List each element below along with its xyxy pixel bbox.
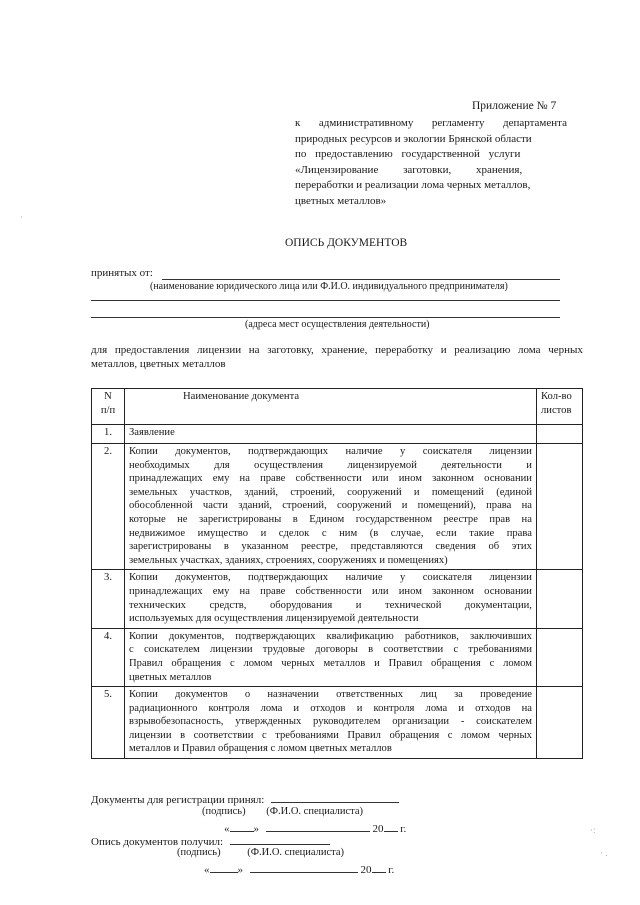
row-line: земельных участках, зданиях, строениях, сооружениях и помещениях): [129, 554, 448, 566]
word: и: [413, 486, 420, 498]
word: на: [521, 702, 532, 714]
table-row: [92, 425, 583, 444]
word: прав: [489, 513, 511, 525]
word: Правил: [347, 729, 381, 741]
specialist-caption: (Ф.И.О. специалиста): [266, 806, 364, 817]
word: об: [488, 541, 500, 553]
word: документов: [175, 689, 228, 701]
documents-table: [91, 388, 583, 759]
word: документов,: [175, 572, 231, 584]
word: реализацию: [454, 344, 511, 356]
row-number: 4.: [92, 628, 125, 686]
row-line: [129, 445, 532, 459]
word: сделок: [278, 527, 310, 539]
row-line: [129, 459, 532, 473]
word: работников,: [404, 630, 459, 642]
row-line: [129, 599, 532, 613]
word: с: [453, 644, 459, 656]
word: ним: [339, 527, 358, 539]
word: ином: [398, 473, 422, 485]
word: контроля: [208, 702, 250, 714]
word: подтверждающих: [248, 572, 329, 584]
word: или: [371, 585, 389, 597]
header-qty-line: листов: [541, 404, 572, 416]
word: или: [371, 473, 389, 485]
accepted-line: [91, 791, 399, 806]
word: реестре: [443, 513, 478, 525]
row-line: [129, 702, 532, 716]
word: представляются: [350, 541, 423, 553]
word: основании: [484, 473, 532, 485]
word: собственности: [295, 585, 362, 597]
word: недвижимое: [129, 527, 186, 539]
word: строений,: [282, 500, 327, 512]
month-fill-line: [266, 820, 370, 832]
word: соискателя: [422, 446, 473, 457]
word: обращения: [389, 729, 440, 741]
word: Правил: [129, 657, 163, 669]
document-title: ОПИСЬ ДОКУМЕНТОВ: [285, 237, 408, 249]
address-fill-line-1: [91, 300, 560, 301]
word: и: [293, 702, 300, 714]
scan-mark: · .: [600, 848, 608, 858]
word: требованиями: [468, 644, 532, 656]
day-fill-line: [210, 861, 238, 873]
word: сооружений: [347, 486, 402, 498]
word: законном: [432, 473, 474, 485]
word: переработку: [375, 344, 434, 356]
word: и: [458, 702, 465, 714]
word: с: [262, 729, 267, 741]
word: за: [454, 689, 463, 701]
scan-mark: ·: [20, 212, 23, 222]
word: Едином: [309, 513, 345, 525]
got-fill-line: [230, 833, 330, 845]
word: Копии: [129, 689, 158, 701]
row-line: [129, 715, 532, 729]
word: принадлежащих: [129, 473, 203, 485]
word: на: [239, 585, 250, 597]
word: трудовые: [262, 644, 305, 656]
word: Копии: [129, 446, 158, 457]
word: документов,: [168, 630, 225, 642]
received-signature-captions: [177, 847, 344, 858]
word: имущество: [197, 527, 249, 539]
word: на: [239, 473, 250, 485]
word: с: [129, 644, 134, 656]
word: права: [506, 527, 532, 539]
header-name-text: Наименование документа: [183, 391, 300, 402]
word: и: [260, 527, 267, 539]
word: у: [400, 446, 406, 457]
row-sheet-count: [537, 425, 583, 444]
row-document-name: [125, 570, 537, 628]
word: подтверждающих: [248, 446, 329, 457]
signature-caption: (подпись): [202, 806, 246, 817]
word: хранение,: [321, 344, 368, 356]
word: основании: [484, 585, 532, 597]
appendix-line: природных ресурсов и экологии Брянской области: [295, 132, 532, 145]
word: о: [244, 689, 251, 701]
word: документов,: [175, 446, 231, 457]
word: законном: [432, 585, 474, 597]
word: отходов: [310, 702, 346, 714]
header-num: [92, 389, 125, 425]
row-document-name: [125, 444, 537, 570]
word: лицензируемой: [347, 459, 417, 471]
name-fill-line: [162, 279, 560, 280]
word: лицензии: [489, 446, 532, 457]
word: в: [180, 729, 186, 741]
row-sheet-count: [537, 687, 583, 759]
row-document-name: [125, 628, 537, 686]
word: деятельности: [441, 459, 502, 471]
word: технической: [384, 599, 442, 611]
purpose-line: [91, 343, 583, 357]
appendix-title: Приложение № 7: [472, 100, 557, 112]
word: на: [521, 513, 532, 525]
row-number: 2.: [92, 444, 125, 570]
word: Копии: [129, 572, 158, 584]
word: случае,: [390, 527, 424, 539]
word: зарегистрированы: [129, 541, 212, 553]
word: наличие: [345, 446, 383, 457]
word: Правил: [388, 657, 423, 669]
received-date-line: [204, 861, 394, 876]
word: отходов: [475, 702, 511, 714]
month-fill-line: [250, 861, 358, 873]
word: права: [486, 500, 512, 512]
word: с: [321, 527, 327, 539]
word: ломом: [503, 657, 532, 669]
word: ему: [212, 473, 230, 485]
word: сооружений: [337, 500, 392, 512]
word: (единой: [496, 486, 532, 498]
word: ответственных: [336, 689, 404, 701]
word: на: [521, 500, 532, 512]
row-line: [129, 486, 532, 500]
word: соответствии: [193, 729, 254, 741]
row-document-name: [125, 425, 537, 444]
appendix-line: [295, 116, 567, 132]
word: соответствии: [383, 644, 444, 656]
year-suffix: г.: [400, 823, 407, 835]
got-label: Опись документов получил:: [91, 836, 224, 848]
row-line: [129, 630, 532, 644]
word: -: [460, 716, 465, 728]
word: утвержденных: [235, 716, 302, 728]
appendix-text: [295, 116, 567, 210]
word: административному: [318, 117, 414, 129]
address-fill-line-2: [91, 317, 560, 318]
word: ломом: [461, 729, 490, 741]
row-line: [129, 729, 532, 743]
word: заготовку,: [267, 344, 314, 356]
word: помещений: [431, 486, 484, 498]
word: средств,: [209, 599, 247, 611]
word: помещений),: [417, 500, 476, 512]
row-line: [129, 499, 532, 513]
row-line: цветных металлов: [129, 671, 212, 683]
word: принадлежащих: [129, 585, 203, 597]
row-number: 3.: [92, 570, 125, 628]
word: требованиями: [275, 729, 339, 741]
row-line: используемых для осуществления лицензируемой деятельности: [129, 613, 419, 625]
word: регламенту: [431, 117, 485, 129]
word: в: [223, 541, 229, 553]
purpose-line: металлов, цветных металлов: [91, 358, 226, 370]
word: с: [489, 657, 495, 669]
row-number: 5.: [92, 687, 125, 759]
row-line: [129, 643, 532, 657]
word: подтверждающих: [235, 630, 316, 642]
row-document-name: [125, 687, 537, 759]
word: участков,: [189, 486, 232, 498]
word: ломом: [243, 657, 273, 669]
year-fill-line: [372, 861, 386, 873]
quote-open: «: [204, 864, 210, 876]
word: и: [526, 459, 532, 471]
word: соискателя: [422, 572, 473, 584]
word: ином: [398, 585, 422, 597]
word: обособленной: [129, 500, 193, 512]
appendix-line: цветных металлов»: [295, 194, 387, 207]
word: праве: [260, 473, 286, 485]
address-caption: (адреса мест осуществления деятельности): [245, 319, 430, 330]
word: лицензии: [210, 644, 253, 656]
word: лицензии: [196, 344, 242, 356]
word: части: [202, 500, 228, 512]
word: на: [248, 344, 260, 356]
year-fill-line: [384, 820, 398, 832]
word: в: [368, 644, 374, 656]
word: лома: [260, 702, 283, 714]
row-line: металлов и Правил обращения с ломом цветных металлов: [129, 743, 392, 755]
word: назначении: [267, 689, 319, 701]
row-sheet-count: [537, 628, 583, 686]
word: квалификацию: [326, 630, 394, 642]
scan-mark: ·:: [590, 825, 596, 835]
word: и: [374, 657, 380, 669]
appendix-line: по предоставлению государственной услуги: [295, 148, 521, 161]
word: зданий,: [238, 500, 272, 512]
year-prefix: 20: [372, 823, 384, 835]
table-row: [92, 628, 583, 686]
name-caption: (наименование юридического лица или Ф.И.О. индивидуального предпринимателя): [150, 281, 508, 292]
word: металлов: [323, 657, 366, 669]
word: документации,: [464, 599, 532, 611]
row-number: 1.: [92, 425, 125, 444]
word: у: [400, 572, 406, 584]
word: (в: [369, 527, 379, 539]
word: для: [91, 344, 108, 356]
word: и: [401, 500, 408, 512]
word: лицензии: [129, 729, 172, 741]
word: заключивших: [470, 630, 532, 642]
word: если: [436, 527, 457, 539]
header-num-line: N: [104, 391, 112, 402]
word: лома: [425, 702, 448, 714]
word: контроля: [373, 702, 415, 714]
year-suffix: г.: [388, 864, 395, 876]
row-line: [129, 571, 532, 585]
word: указанном: [241, 541, 289, 553]
row-line: [129, 527, 532, 541]
word: лиц: [420, 689, 437, 701]
word: радиационного: [129, 702, 198, 714]
signature-caption: (подпись): [177, 847, 221, 858]
word: и: [356, 702, 363, 714]
word: проведение: [480, 689, 532, 701]
word: с: [447, 729, 453, 741]
row-sheet-count: [537, 444, 583, 570]
word: в: [292, 513, 298, 525]
word: лицензии: [489, 572, 532, 584]
word: государственном: [355, 513, 433, 525]
header-qty-line: Кол-во: [541, 391, 572, 402]
word: реестре,: [301, 541, 339, 553]
word: зарегистрированы: [198, 513, 282, 525]
row-line: [129, 688, 532, 702]
word: для: [214, 459, 230, 471]
row-line: [129, 585, 532, 599]
word: и: [355, 599, 362, 611]
day-fill-line: [230, 820, 254, 832]
word: к: [295, 117, 301, 129]
word: черных: [281, 657, 315, 669]
word: праве: [260, 585, 286, 597]
word: черных: [498, 729, 532, 741]
quote-open: «: [224, 823, 230, 835]
word: соискателем: [476, 716, 532, 728]
accepted-signature-captions: [202, 806, 363, 817]
word: департамента: [502, 117, 567, 129]
row-line: [129, 540, 532, 554]
word: которые: [129, 513, 166, 525]
word: такие: [469, 527, 495, 539]
word: соискателем: [143, 644, 200, 656]
appendix-line: «Лицензирование заготовки, хранения,: [295, 163, 523, 176]
word: обращения: [431, 657, 481, 669]
word: земельных: [129, 486, 178, 498]
word: лома: [518, 344, 541, 356]
accepted-fill-line: [271, 791, 399, 803]
quote-close: »: [237, 864, 243, 876]
word: с: [230, 657, 235, 669]
row-line: Заявление: [129, 427, 175, 438]
purpose-text: [91, 343, 583, 371]
word: технических: [129, 599, 186, 611]
word: наличие: [345, 572, 383, 584]
word: взрывобезопасность,: [129, 716, 224, 728]
word: предоставления: [114, 344, 190, 356]
word: обращения: [171, 657, 222, 669]
word: организации: [392, 716, 450, 728]
word: Копии: [129, 630, 158, 642]
word: необходимых: [129, 459, 190, 471]
word: осуществления: [254, 459, 323, 471]
appendix-line: переработки и реализации лома черных металлов,: [295, 179, 531, 192]
word: черных: [548, 344, 583, 356]
row-line: [129, 513, 532, 527]
row-line: [129, 472, 532, 486]
received-from-label: принятых от:: [91, 267, 153, 279]
word: договоры: [315, 644, 358, 656]
word: зданий,: [244, 486, 279, 498]
year-prefix: 20: [360, 864, 372, 876]
row-line: [129, 657, 532, 671]
table-header-row: [92, 389, 583, 425]
word: руководителем: [313, 716, 381, 728]
word: этих: [511, 541, 532, 553]
word: сведения: [435, 541, 476, 553]
accepted-label: Документы для регистрации принял:: [91, 794, 265, 806]
table-row: [92, 444, 583, 570]
header-num-line: п/п: [100, 404, 116, 416]
specialist-caption: (Ф.И.О. специалиста): [247, 847, 345, 858]
header-qty: [537, 389, 583, 425]
row-sheet-count: [537, 570, 583, 628]
word: не: [177, 513, 188, 525]
header-name: [125, 389, 537, 425]
word: оборудования: [269, 599, 333, 611]
word: и: [440, 344, 447, 356]
table-row: [92, 570, 583, 628]
word: ему: [212, 585, 230, 597]
word: строений,: [290, 486, 335, 498]
received-line: [91, 833, 330, 848]
quote-close: »: [253, 823, 259, 835]
word: собственности: [295, 473, 362, 485]
table-row: [92, 687, 583, 759]
